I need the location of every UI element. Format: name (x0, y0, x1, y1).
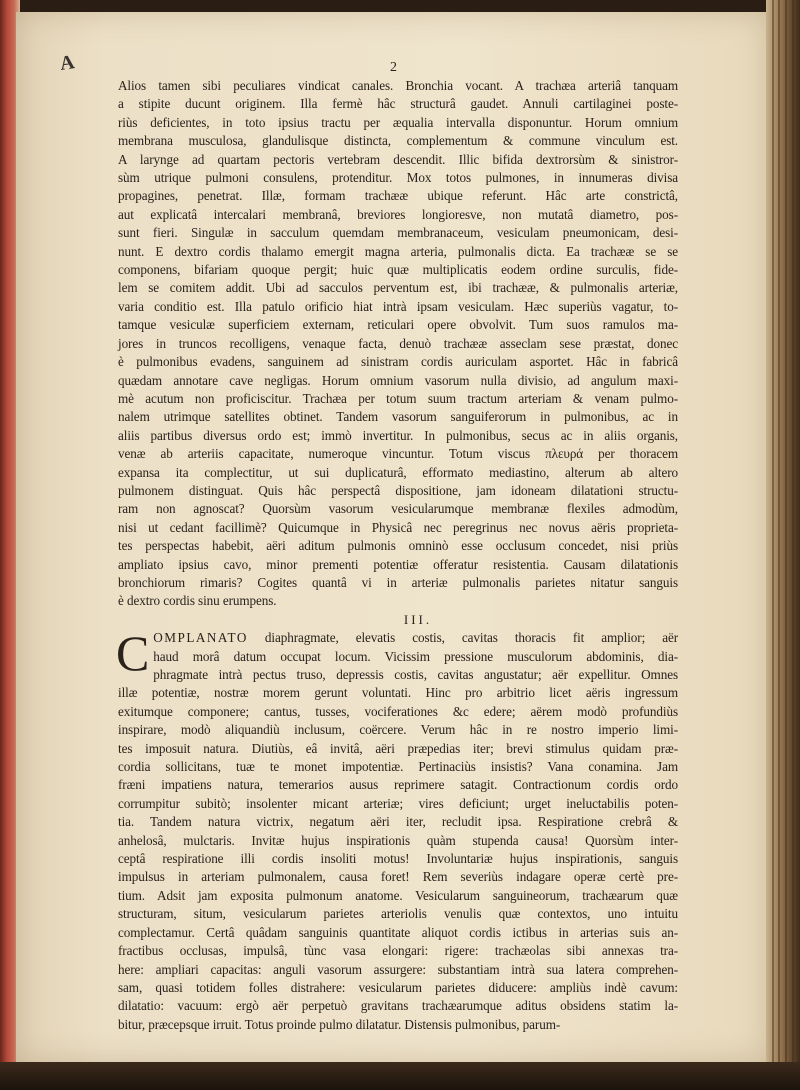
page-stack-edge (766, 0, 800, 1090)
paragraph-2 (116, 625, 678, 1034)
text-line: haud morâ datum occupat locum. Vicissim pressione musculorum abdominis, dia- (153, 648, 678, 664)
text-line: complectamur. Certâ quâdam sanguinis quantitate aliquot cordis ictibus in arterias suis an- (118, 924, 678, 940)
text-line: here: ampliari capacitas: anguli vasorum assurgere: substantiam intrà sua latera comprehen- (118, 961, 678, 977)
text-line: bronchiorum rimaris? Cogites quantâ vi in arteriæ pulmonalis parietes nitatur sanguis (118, 574, 678, 590)
text-line: A larynge ad quartam pectoris vertebram descendit. Illic bifida dextrorsùm & sinistror- (118, 151, 678, 167)
text-line: tes perspectas habebit, aëri aditum pulmonis omninò esse occlusum concedet, nisi priùs (118, 538, 678, 554)
page-leaf-line (772, 0, 774, 1090)
text-line: propagines, penetrat. Illæ, formam trachææ ubique referunt. Hâc arte constrictâ, (118, 188, 678, 204)
text-line: Alios tamen sibi peculiares vindicat canales. Bronchia vocant. A trachæa arteriâ tanquam (118, 78, 678, 93)
text-line: tium. Adsit jam exposita pulmonum anatome. Vesicularum sanguineorum, trachæarum quæ (118, 887, 678, 903)
text-line: sunt fieri. Singulæ in sacculum quemdam membranaceum, vesiculam pneumonicam, desi- (118, 225, 678, 241)
text-line: expansa ita complectitur, ut sui duplicaturâ, efformato mediastino, alterum ab altero (118, 464, 678, 480)
text-line: venæ ab arteriis capacitate, numeroque vincuntur. Totum viscus πλευρά per thoracem (118, 446, 678, 462)
text-line: quædam annotare cave negligas. Horum omnium vasorum nulla divisio, ad angulum maxi- (118, 372, 678, 388)
text-line: varia conditio est. Illa patulo orificio hiat intrà ipsam vesiculam. Hæc superiùs vagatur, to- (118, 298, 678, 314)
text-line: riùs deficientes, in toto ipsius tractu per æqualia intervalla disponuntur. Horum omnium (118, 114, 678, 130)
paragraph-1 (118, 77, 678, 611)
text-line: ampliato ipsius cavo, minor prementi potentiæ offeratur resistentia. Causam dilatationis (118, 556, 678, 572)
text-line: tes imposuit natura. Diutiùs, eâ invitâ, aëri præpedias iter; brevi stimulus quidam præ- (118, 740, 678, 756)
body-text (118, 77, 678, 1034)
text-line: structuram, situm, vesicularum parietes arteriolis venulis quæ contextos, uno intuitu (118, 906, 678, 922)
text-line: inspirare, modò aliquandiù inclusum, coërcere. Verum hâc in re nostro imperio limi- (118, 722, 678, 738)
text-line: mè acutum non proficiscitur. Trachæa per totum suum tractum arteriam & venam pulmo- (118, 390, 678, 406)
text-line: lem se comitem addit. Ubi ad sacculos perventum est, ibi trachææ, & pulmonalis arteriæ, (118, 280, 678, 296)
section-number: III. (403, 611, 433, 627)
text-line: componens, bifariam quoque pergit; huic quæ multiplicatis eodem ordine surculis, fide- (118, 262, 678, 278)
text-line: pulmonem distinguat. Quis hâc perspectâ dispositione, jam idoneam dilatationi structu- (118, 482, 678, 498)
text-line: illæ potentiæ, nostræ morem gerunt voluntati. Hinc pro arbitrio licet aëris ingressum (118, 685, 678, 701)
opening-word: OMPLANATO (153, 630, 248, 646)
text-line: dilatatio: vacuum: ergò aër perpetuò gravitans trachæarumque aditus obsidens statim la- (118, 998, 678, 1014)
text-line: aut explicatâ intercalari membranâ, breviores longioresve, non mutatâ diametro, pos- (118, 206, 678, 222)
text-line-rest: diaphragmate, elevatis costis, cavitas thoracis fit amplior; aër (264, 630, 678, 646)
text-line: impulsus in arteriam pulmonalem, causa foret! Rem severiùs indagare operæ certè pre- (118, 869, 678, 885)
text-line: a stipite ducunt originem. Illa fermè hâc structurâ gaudet. Annuli cartilaginei poste- (118, 96, 678, 112)
text-line: è dextro cordis sinu erumpens. (118, 593, 277, 609)
page-leaf-line (778, 0, 780, 1090)
text-line: bitur, præcepsque irruit. Totus proinde pulmo dilatatur. Distensis pulmonibus, parum- (118, 1016, 561, 1032)
text-line: sùm utrique pulmoni consulens, protenditur. Mox totos pulmones, in innumeras divisa (118, 170, 678, 186)
text-line: tamque vesiculæ superficiem externam, reticulari opere obvolvit. Tum suos ramulos ma- (118, 317, 678, 333)
text-line: ram non agnoscat? Quorsùm vasorum vesicularumque membranæ flexiles admodùm, (118, 501, 678, 517)
page-leaf-line (792, 0, 794, 1090)
text-line: fræni impatiens natura, temerarios ausus reprimere satagit. Contractionum cordis ordo (118, 777, 678, 793)
text-line: phragmate intrà pectus truso, depressis costis, cavitas angustatur; aër expellitur. Omnes (153, 667, 678, 682)
text-line: anhelosâ, mulctaris. Invitæ hujus inspirationis quàm stupenda causa! Quorsùm inter- (118, 832, 678, 848)
text-line: ceptâ respiratione illi cordis insoliti motus! Involuntariæ hujus inspirationis, sanguis (118, 851, 678, 867)
paragraph-2-lines (118, 648, 678, 1035)
page-number: 2 (390, 60, 397, 75)
text-line: sam, quasi totidem folles distrahere: vesicularum parietes diducere: ampliùs indè cavum: (118, 979, 678, 995)
text-line: tia. Tandem natura victrix, negatum aëri iter, recludit ipsa. Respiratione crebrâ & (118, 814, 678, 830)
text-line: jores in truncos recolligens, venaque facta, denuò trachææ asseclam sese præstat, donec (118, 335, 678, 351)
text-line: cordia sollicitans, tuæ te monet impotentiæ. Pertinaciùs insistis? Vana conamina. Jam (118, 759, 678, 775)
text-line: fractibus occlusas, impulsâ, tùnc vasa elongari: rigere: trachæolas sibi annexas tra- (118, 943, 678, 959)
text-line: nisi ut cedant facillimè? Quicumque in Physicâ nec peregrinus nec novus aëris proprieta- (118, 519, 678, 535)
text-line: nunt. E dextro cordis thalamo emergit magna arteria, pulmonalis dicta. Ea trachææ se se (118, 243, 678, 259)
text-line: è pulmonibus evadens, sanguinem ad sinistram cordis auriculam asportet. Hâc in fabricâ (118, 354, 678, 370)
text-line: membrana musculosa, glandulisque distincta, complementum & commune vinculum est. (118, 133, 678, 149)
text-line: nalem utrimque satellites obtinet. Tandem vasorum sanguiferorum in pulmonibus, ac in (118, 409, 678, 425)
text-line: aliis partibus diversus ordo est; immò invertitur. In pulmonibus, secus ac in aliis organis, (118, 427, 678, 443)
page-leaf-line (785, 0, 787, 1090)
drop-cap: C (116, 625, 150, 682)
scan-bottom-edge (0, 1062, 800, 1090)
corner-mark: A (58, 51, 76, 75)
text-line (118, 629, 678, 647)
text-line: exitumque componere; cantus, tusses, vociferationes &c edere; aërem modò profundiùs (118, 703, 678, 719)
text-line: corrumpitur subitò; insolenter micant arteriæ; vires deficiunt; urget ineluctabilis poten- (118, 795, 678, 811)
